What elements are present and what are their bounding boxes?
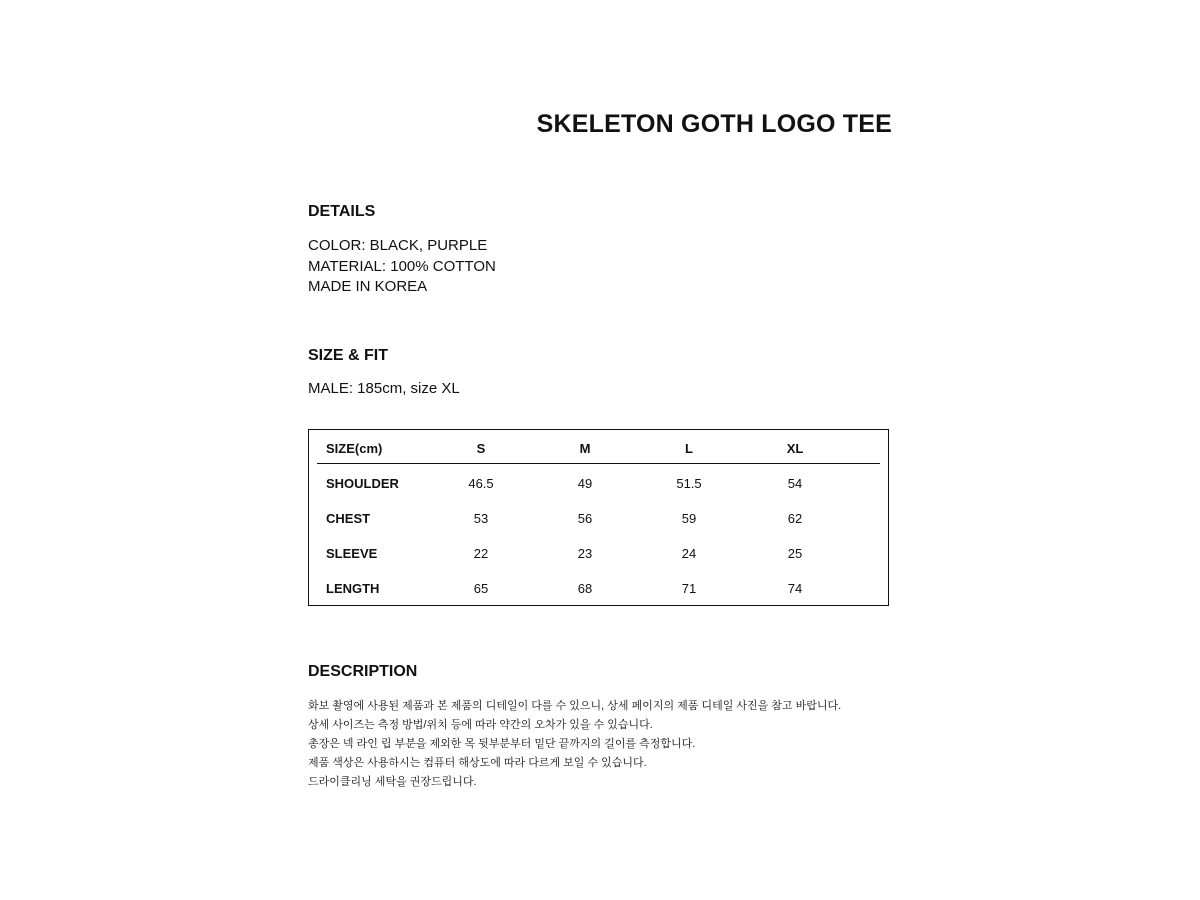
description-line: 상세 사이즈는 측정 방법/위치 등에 따라 약간의 오차가 있을 수 있습니다. <box>308 719 653 731</box>
table-cell: 62 <box>787 511 803 526</box>
table-cell: 49 <box>577 476 593 491</box>
table-header-divider <box>317 463 880 464</box>
detail-color: COLOR: BLACK, PURPLE <box>308 237 488 254</box>
table-cell: 24 <box>681 546 697 561</box>
description-text <box>308 697 841 792</box>
table-row-label: CHEST <box>326 511 371 526</box>
table-cell: 74 <box>787 581 803 596</box>
table-header-size: M <box>579 441 591 456</box>
table-cell: 56 <box>577 511 593 526</box>
table-cell: 51.5 <box>676 476 702 491</box>
details-heading: DETAILS <box>308 203 376 220</box>
table-cell: 22 <box>473 546 489 561</box>
details-list <box>308 236 496 298</box>
table-cell: 53 <box>473 511 489 526</box>
product-title: SKELETON GOTH LOGO TEE <box>536 110 892 138</box>
description-line: 총장은 넥 라인 립 부분을 제외한 목 뒷부분부터 밑단 끝까지의 길이를 측정합니다. <box>308 738 696 750</box>
table-cell: 59 <box>681 511 697 526</box>
detail-origin: MADE IN KOREA <box>308 278 428 295</box>
table-row-label: LENGTH <box>326 581 380 596</box>
table-row-label: SLEEVE <box>326 546 378 561</box>
table-cell: 23 <box>577 546 593 561</box>
size-table <box>308 429 889 606</box>
model-size-info: MALE: 185cm, size XL <box>308 380 460 397</box>
table-header-size: XL <box>786 441 804 456</box>
detail-material: MATERIAL: 100% COTTON <box>308 257 496 275</box>
table-cell: 54 <box>787 476 803 491</box>
table-cell: 65 <box>473 581 489 596</box>
table-row-label: SHOULDER <box>326 476 399 491</box>
size-fit-heading: SIZE & FIT <box>308 347 388 364</box>
description-line: 드라이클리닝 세탁을 권장드립니다. <box>308 776 477 788</box>
table-header-size: S <box>476 441 486 456</box>
description-line: 화보 촬영에 사용된 제품과 본 제품의 디테일이 다를 수 있으니, 상세 페이지의 제품 디테일 사진을 참고 바랍니다. <box>308 700 842 712</box>
table-cell: 71 <box>681 581 697 596</box>
table-cell: 46.5 <box>468 476 494 491</box>
table-header-label: SIZE(cm) <box>326 441 383 456</box>
table-header-size: L <box>685 441 693 456</box>
table-cell: 25 <box>787 546 803 561</box>
description-line: 제품 색상은 사용하시는 컴퓨터 해상도에 따라 다르게 보일 수 있습니다. <box>308 757 647 769</box>
table-cell: 68 <box>577 581 593 596</box>
description-heading: DESCRIPTION <box>308 663 418 680</box>
